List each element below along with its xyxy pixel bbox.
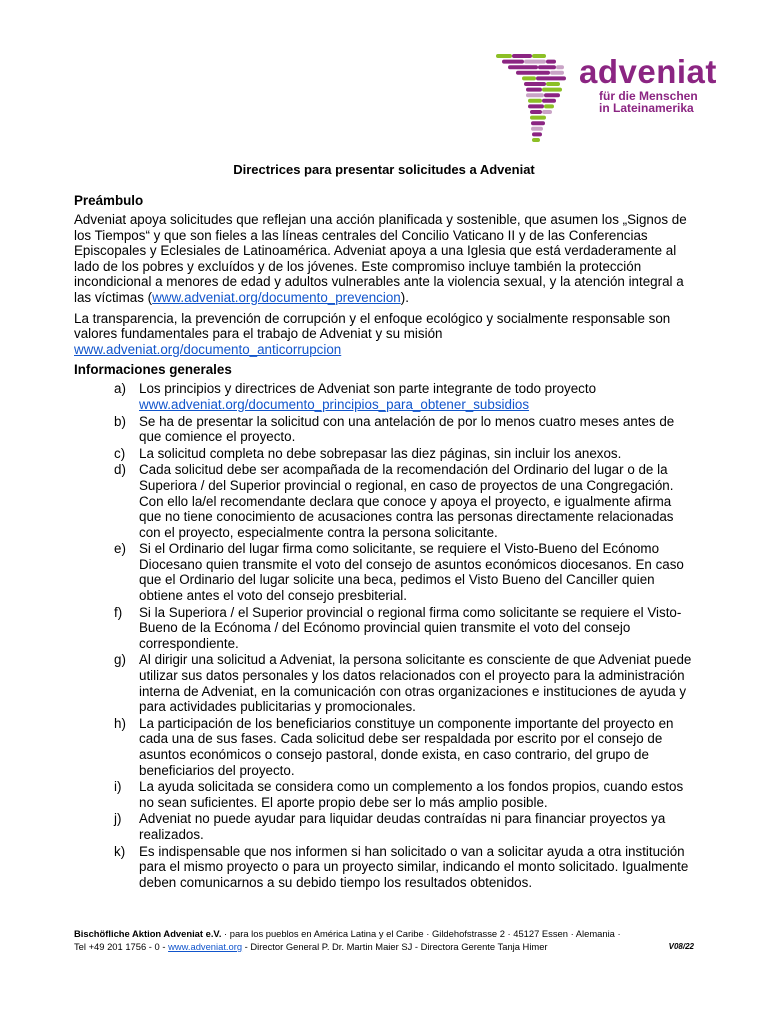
- list-item-text: Adveniat no puede ayudar para liquidar deudas contraídas ni para financiar proyectos ya realizados.: [139, 811, 666, 842]
- list-item: [74, 811, 694, 842]
- logo-stripe: [522, 76, 536, 80]
- list-item-label: k): [114, 843, 126, 859]
- logo-tagline-line1: für die Menschen: [599, 89, 698, 103]
- list-item-text: Si la Superiora / el Superior provincial o regional firma como solicitante se requiere el Visto-Bueno de la Ecónoma / del Ecónomo provincial quien transmite el voto del consejo correspondiente.: [139, 604, 682, 651]
- logo-stripe: [502, 60, 524, 64]
- logo-stripe: [526, 93, 544, 97]
- list-item-text: La ayuda solicitada se considera como un complemento a los fondos propios, cuando estos no sean suficientes. El aporte propio debe ser lo más amplio posible.: [139, 779, 684, 810]
- logo-stripe: [531, 127, 543, 131]
- list-item-label: i): [114, 779, 122, 795]
- footer-phone: Tel +49 201 1756 - 0 -: [74, 941, 169, 952]
- list-item: [74, 605, 694, 652]
- logo-stripe: [542, 88, 562, 92]
- logo-stripe: [530, 116, 546, 120]
- logo-tagline: [599, 90, 698, 114]
- logo-wordmark: adveniat: [579, 53, 717, 90]
- logo-stripe: [524, 82, 546, 86]
- logo-stripe: [530, 110, 542, 114]
- logo-stripe: [532, 54, 546, 58]
- preamble-paragraph-1: [74, 212, 694, 306]
- preamble-paragraph-2: [74, 311, 694, 358]
- logo-stripe: [546, 60, 556, 64]
- list-item-text: La solicitud completa no debe sobrepasar las diez páginas, sin incluir los anexos.: [139, 445, 622, 461]
- logo-stripe: [526, 88, 542, 92]
- list-item-label: g): [114, 652, 126, 668]
- list-item-label: h): [114, 715, 126, 731]
- document-title: Directrices para presentar solicitudes a Adveniat: [233, 162, 535, 177]
- list-item-label: b): [114, 413, 126, 429]
- logo-stripe: [528, 104, 544, 108]
- footer-line-2: [74, 940, 694, 953]
- list-item-text: Los principios y directrices de Adveniat son parte integrante de todo proyecto: [139, 381, 597, 397]
- list-item-label: j): [114, 811, 122, 827]
- list-item-label: c): [114, 445, 126, 461]
- logo-stripe: [542, 99, 556, 103]
- list-item-label: e): [114, 541, 126, 557]
- list-item: [74, 414, 694, 445]
- list-item: [74, 541, 694, 603]
- logo-stripe: [496, 54, 512, 58]
- adveniat-logo: [496, 50, 746, 145]
- list-item-label: f): [114, 604, 123, 620]
- list-item: [74, 844, 694, 891]
- list-item: [74, 716, 694, 778]
- footer-directors: - Director General P. Dr. Martin Maier SJ - Directora Gerente Tanja Himer: [242, 941, 548, 952]
- logo-stripe: [538, 65, 556, 69]
- logo-tagline-line2: in Lateinamerika: [599, 101, 694, 115]
- logo-stripe: [556, 65, 564, 69]
- list-item-label: d): [114, 462, 126, 478]
- general-info-heading: Informaciones generales: [74, 362, 232, 378]
- logo-stripe: [546, 82, 560, 86]
- logo-stripe: [550, 71, 564, 75]
- logo-stripe: [524, 60, 546, 64]
- logo-stripe: [536, 76, 566, 80]
- logo-stripe: [512, 54, 532, 58]
- logo-stripe: [508, 65, 538, 69]
- logo-stripe: [531, 121, 545, 125]
- list-item-text: Al dirigir una solicitud a Adveniat, la persona solicitante es consciente de que Adveniat puede utilizar sus datos personales y los datos relacionados con el proyecto para la administración interna de Adveniat, en la comunicación con otras organizaciones e instituciones de ayuda y para actividades publicitarias y promocionales.: [139, 652, 692, 715]
- list-item: [74, 779, 694, 810]
- list-item: [74, 652, 694, 714]
- logo-stripe: [528, 99, 542, 103]
- general-info-list: [74, 381, 694, 890]
- preamble-heading: Preámbulo: [74, 193, 144, 208]
- preamble-paragraph-1-end: ).: [400, 289, 409, 305]
- footer-website-link[interactable]: www.adveniat.org: [168, 941, 243, 952]
- list-item: [74, 446, 694, 462]
- logo-stripe: [544, 104, 554, 108]
- page-footer: [74, 927, 694, 953]
- list-item: [74, 462, 694, 540]
- list-item: [74, 381, 694, 412]
- footer-org-name: Bischöfliche Aktion Adveniat e.V.: [74, 928, 222, 939]
- logo-stripe: [544, 93, 560, 97]
- logo-stripe: [532, 138, 540, 142]
- logo-stripe: [532, 132, 542, 136]
- link-prevencion[interactable]: www.adveniat.org/documento_prevencion: [152, 289, 401, 305]
- link-principios[interactable]: www.adveniat.org/documento_principios_para_obtener_subsidios: [139, 396, 530, 412]
- list-item-text: Cada solicitud debe ser acompañada de la recomendación del Ordinario del lugar o de la Superiora / del Superior provincial o regional, en caso de proyectos de una Congregación. Con ello la/el recomendante declara que conoce y apoya el proyecto, e igualmente afirma que no tiene conocimiento de acusaciones contra las personas directamente relacionadas con el proyecto, especialmente contra la persona solicitante.: [139, 462, 674, 540]
- footer-address: · para los pueblos en América Latina y el Caribe · Gildehofstrasse 2 · 45127 Essen · Alemania ·: [224, 928, 621, 939]
- logo-stripe: [516, 71, 550, 75]
- preamble-paragraph-1-text: Adveniat apoya solicitudes que reflejan una acción planificada y sostenible, que asumen los „Signos de los Tiempos“ y que son fieles a las líneas centrales del Concilio Vaticano II y de las Conferencias Episcopales y Eclesiales de Latinoamérica. Adveniat apoya a una Iglesia que está verdaderamente al lado de los pobres y excluídos y de los jóvenes. Este compromiso incluye también la protección incondicional a menores de edad y adultos vulnerables ante la violencia sexual, y la atención integral a las víctimas (: [74, 212, 687, 305]
- version-label: V08/22: [668, 942, 694, 951]
- list-item-text: La participación de los beneficiarios constituye un componente importante del proyecto en cada una de sus fases. Cada solicitud debe ser respaldada por escrito por el consejo de asuntos económicos o consejo pastoral, donde exista, en caso contrario, del grupo de beneficiarios del proyecto.: [139, 715, 674, 778]
- list-item-label: a): [114, 381, 126, 397]
- list-item-text: Si el Ordinario del lugar firma como solicitante, se requiere el Visto-Bueno del Ecónomo Diocesano quien transmite el voto del consejo de asuntos económicos diocesanos. En caso que el Ordinario del lugar solicite una beca, pedimos el Visto Bueno del Canciller quien obtiene antes el voto del consejo presbiterial.: [139, 541, 684, 604]
- latin-america-map-icon: [496, 50, 576, 145]
- link-anticorrupcion[interactable]: www.adveniat.org/documento_anticorrupcion: [74, 341, 342, 357]
- document-body: [74, 193, 694, 891]
- preamble-paragraph-2-text: La transparencia, la prevención de corrupción y el enfoque ecológico y socialmente responsable son valores fundamentales para el trabajo de Adveniat y su misión: [74, 310, 671, 342]
- list-item-text: Se ha de presentar la solicitud con una antelación de por lo menos cuatro meses antes de que comience el proyecto.: [139, 413, 675, 445]
- list-item-text: Es indispensable que nos informen si han solicitado o van a solicitar ayuda a otra institución para el mismo proyecto o para un proyecto similar, indicando el monto solicitado. Igualmente deben comunicarnos a su debido tiempo los resultados obtenidos.: [139, 843, 689, 890]
- footer-line-1: [74, 927, 694, 940]
- logo-stripe: [542, 110, 552, 114]
